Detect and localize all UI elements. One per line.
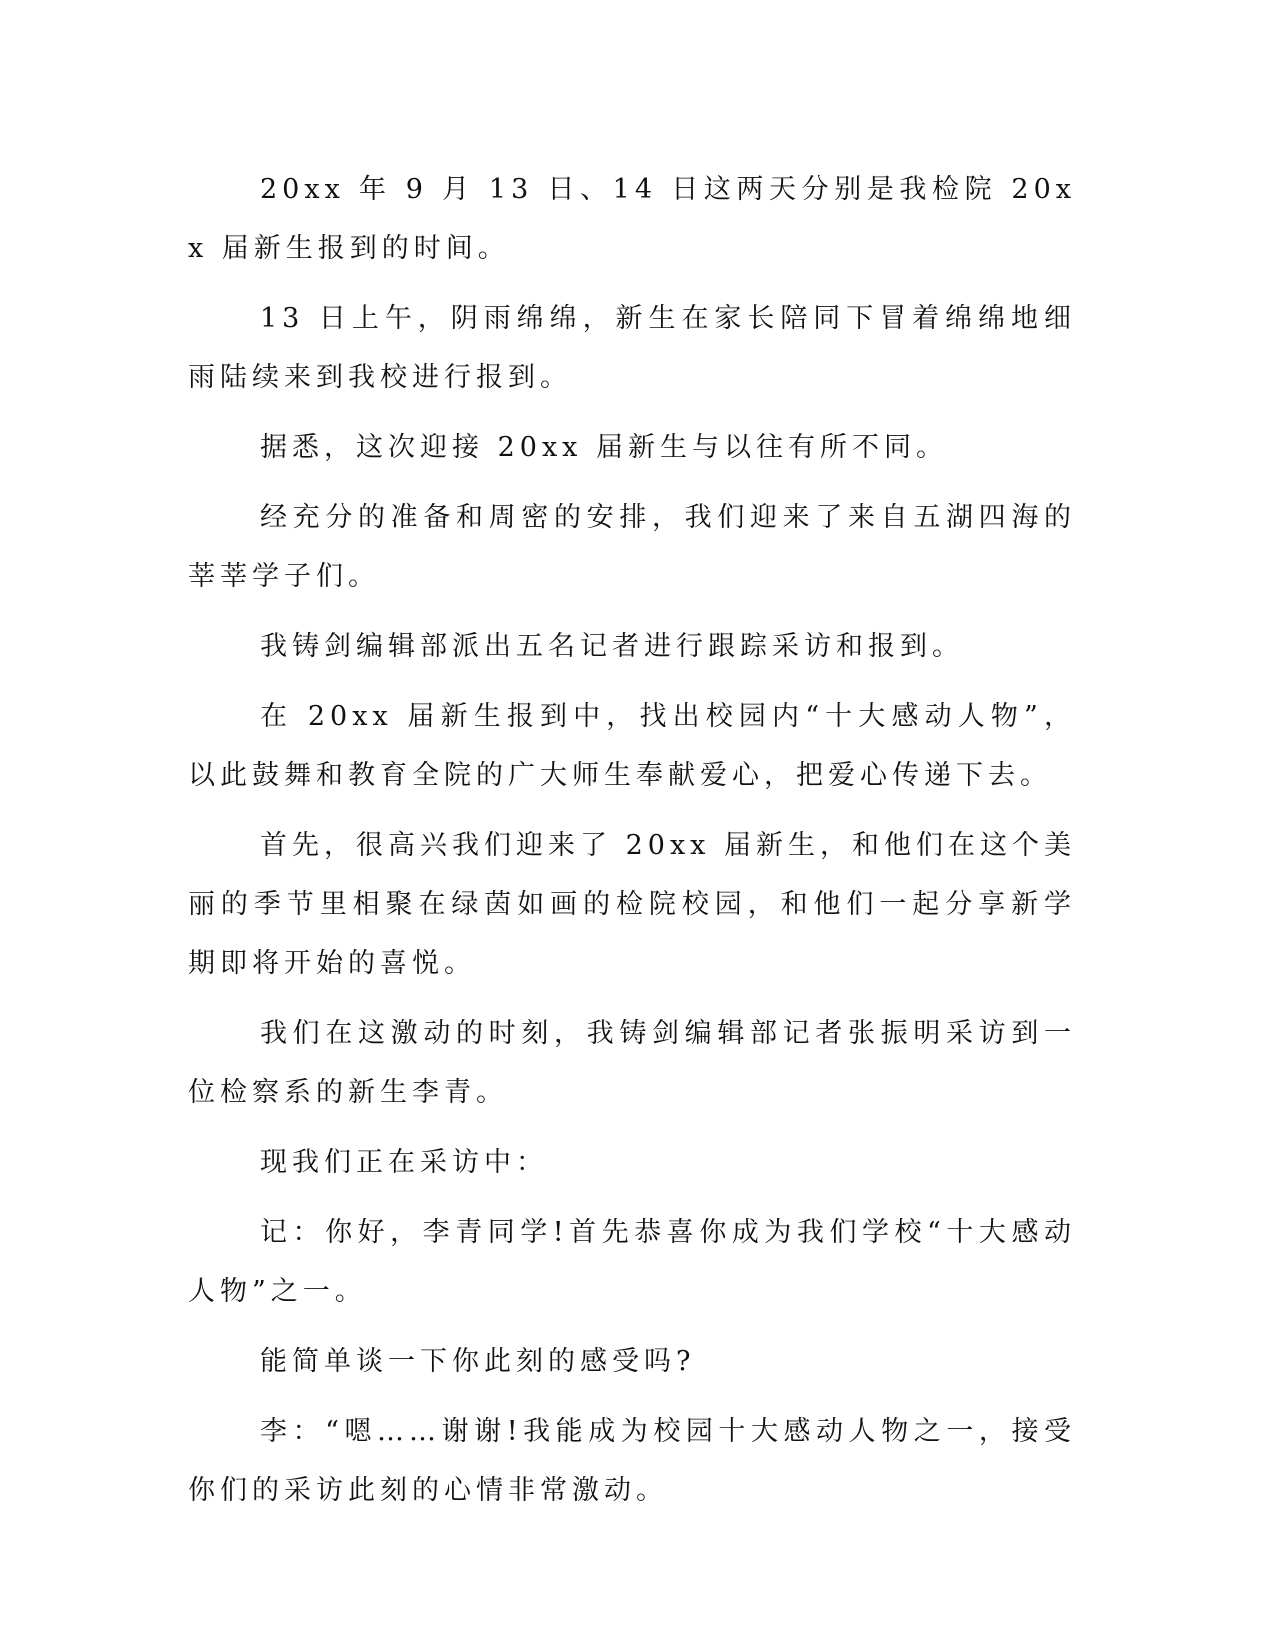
paragraph: 经充分的准备和周密的安排，我们迎来了来自五湖四海的莘莘学子们。 bbox=[188, 502, 1076, 592]
paragraph: 李：“嗯……谢谢!我能成为校园十大感动人物之一，接受你们的采访此刻的心情非常激动。 bbox=[188, 1416, 1076, 1506]
paragraph: 首先，很高兴我们迎来了 20xx 届新生，和他们在这个美丽的季节里相聚在绿茵如画的检院校园，和他们一起分享新学期即将开始的喜悦。 bbox=[188, 830, 1076, 979]
document-body bbox=[188, 160, 1076, 1531]
paragraph: 我铸剑编辑部派出五名记者进行跟踪采访和报到。 bbox=[260, 631, 964, 662]
paragraph: 20xx 年 9 月 13 日、14 日这两天分别是我检院 20xx 届新生报到的时间。 bbox=[188, 174, 1076, 264]
paragraph: 据悉，这次迎接 20xx 届新生与以往有所不同。 bbox=[260, 432, 948, 463]
paragraph: 我们在这激动的时刻，我铸剑编辑部记者张振明采访到一位检察系的新生李青。 bbox=[188, 1018, 1076, 1108]
paragraph: 能简单谈一下你此刻的感受吗? bbox=[260, 1346, 696, 1377]
paragraph: 现我们正在采访中： bbox=[260, 1147, 548, 1178]
paragraph: 13 日上午，阴雨绵绵，新生在家长陪同下冒着绵绵地细雨陆续来到我校进行报到。 bbox=[188, 303, 1076, 393]
paragraph: 记：你好，李青同学!首先恭喜你成为我们学校“十大感动人物”之一。 bbox=[188, 1217, 1076, 1307]
paragraph: 在 20xx 届新生报到中，找出校园内“十大感动人物”，以此鼓舞和教育全院的广大师生奉献爱心，把爱心传递下去。 bbox=[188, 701, 1076, 791]
